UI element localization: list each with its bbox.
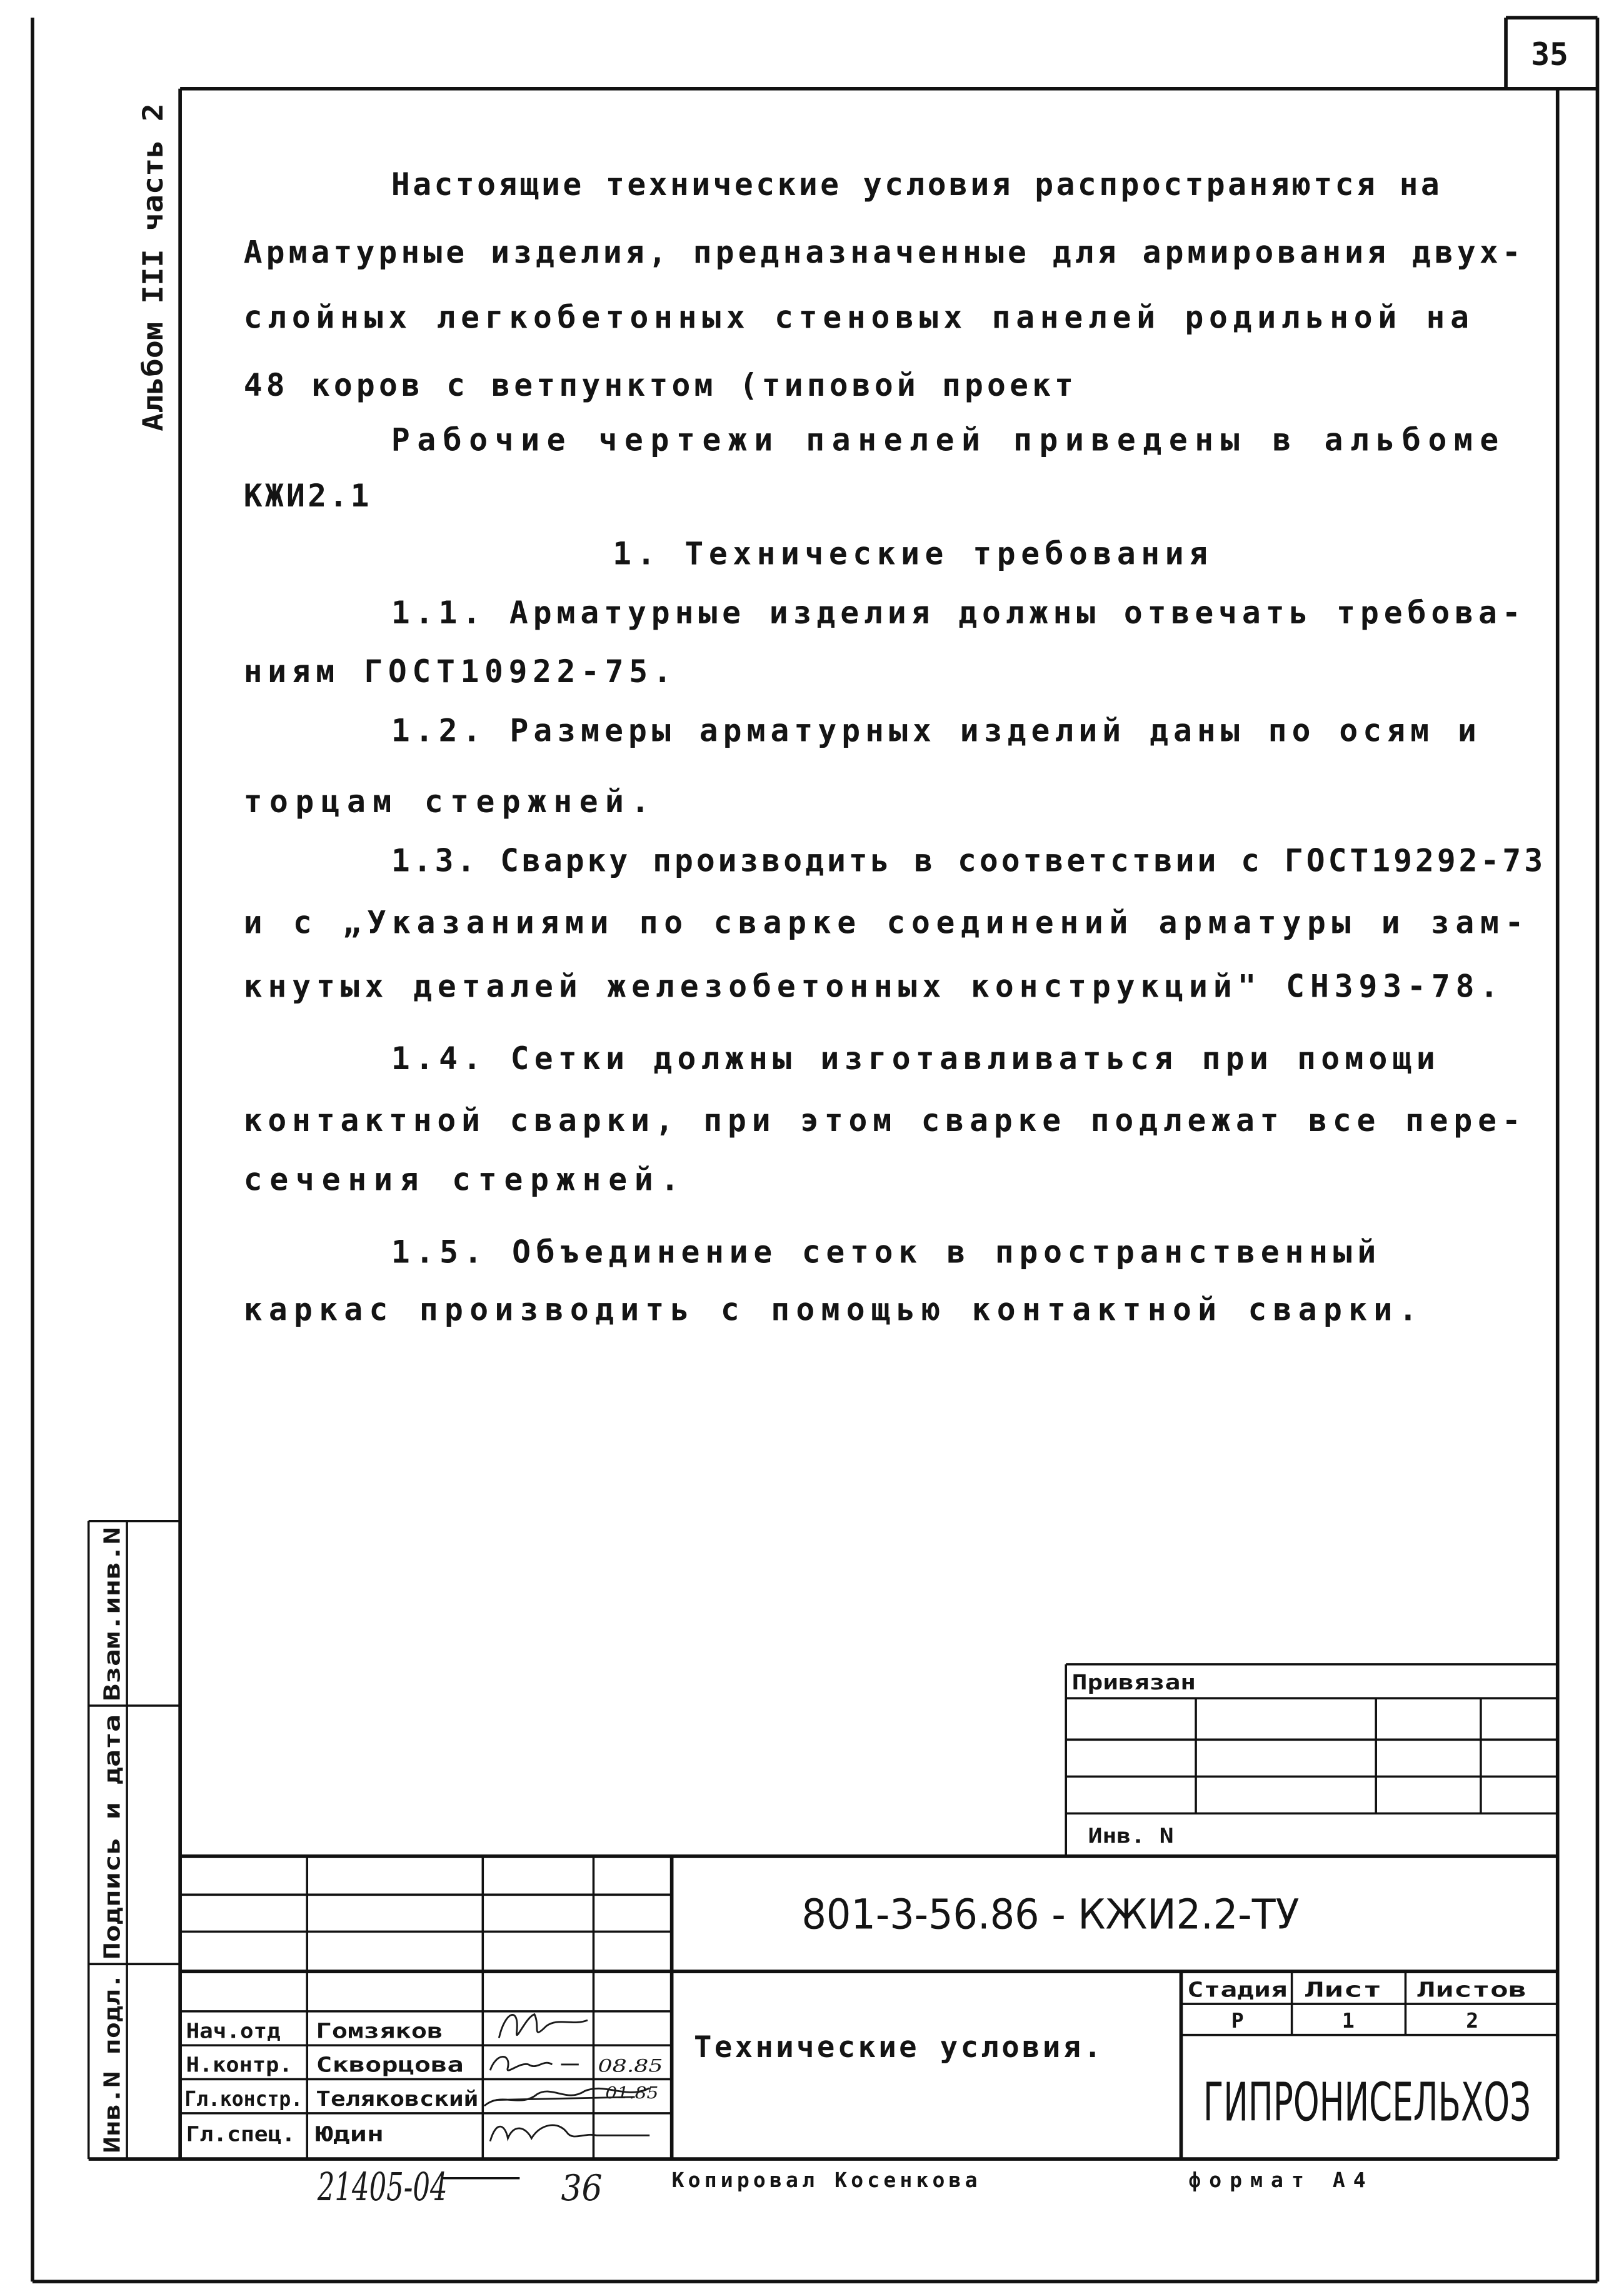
signer-name: Юдин (316, 2121, 384, 2146)
body-line: Рабочие чертежи панелей приведены в альбоме (391, 421, 1499, 458)
signatures (484, 2015, 650, 2141)
body-line: 1.3. Сварку производить в соответствии с ГОСТ19292-73 (391, 842, 1543, 879)
sheets-value: 2 (1466, 2008, 1479, 2033)
outer-border (33, 18, 1598, 2281)
body-line: сечения стержней. (243, 1161, 679, 1198)
signature-gl-spets (490, 2125, 649, 2141)
body-line: 1.5. Объединение сеток в пространственный (391, 1234, 1376, 1270)
signer-date: 01.85 (605, 2084, 659, 2103)
body-line: Настоящие технические условия распространяются на (391, 166, 1440, 203)
orig-inv-label: Инв.N подл. (99, 2006, 126, 2153)
document-designation: 801-3-56.86 - КЖИ2.2-ТУ (801, 1890, 1300, 1939)
organization-name: ГИПРОНИСЕЛЬХОЗ (1203, 2071, 1531, 2134)
sheet-value: 1 (1341, 2008, 1355, 2033)
replaced-inv-label: Взам.инв.N (99, 1567, 126, 1701)
signer-date: 08.85 (598, 2055, 663, 2076)
section-heading: 1. Технические требования (613, 535, 1208, 572)
copy-number: 36 (561, 2168, 603, 2210)
body-line: торцам стержней. (243, 783, 650, 820)
signer-name: Гомзяков (316, 2018, 443, 2043)
page-number: 35 (1531, 36, 1568, 73)
signer-name: Теляковский (316, 2086, 479, 2111)
body-line: 1.2. Размеры арматурных изделий даны по осям и (391, 712, 1476, 749)
body-line: 48 коров с ветпунктом (типовой проект (243, 367, 1074, 404)
signature-nach-otd (499, 2015, 588, 2038)
signature-n-kontr (490, 2056, 579, 2070)
album-label: Альбом III часть 2 (136, 127, 169, 431)
sheet-format: формат А4 (1188, 2167, 1366, 2192)
signer-role: Гл.констр. (184, 2086, 303, 2111)
body-line: контактной сварки, при этом сварке подлежат все пере- (243, 1102, 1521, 1139)
sheet-header: Лист (1305, 1977, 1382, 2002)
signers-table (184, 2018, 663, 2146)
body-line: каркас производить с помощью контактной сварки. (243, 1291, 1418, 1328)
body-line: и с „Указаниями по сварке соединений арматуры и зам- (243, 904, 1524, 941)
body-line: кнутых деталей железобетонных конструкций" СН393-78. (243, 968, 1499, 1005)
stage-header: Стадия (1186, 1977, 1288, 2002)
body-line: ниям ГОСТ10922-75. (243, 653, 672, 690)
archive-number: 21405-04 (317, 2165, 448, 2210)
body-line: Арматурные изделия, предназначенные для армирования двух- (243, 234, 1521, 271)
sheets-header: Листов (1417, 1977, 1527, 2002)
stage-value: Р (1231, 2008, 1244, 2033)
body-text (244, 166, 1543, 1328)
attachment-label: Привязан (1071, 1670, 1196, 1695)
body-line: 1.1. Арматурные изделия должны отвечать требова- (391, 594, 1521, 631)
body-line: КЖИ2.1 (243, 478, 369, 515)
copied-by: Копировал Косенкова (671, 2167, 978, 2192)
body-line: 1.4. Сетки должны изготавливаться при помощи (391, 1040, 1435, 1077)
attachment-inv-label: Инв. N (1088, 1823, 1174, 1848)
signer-name: Скворцова (316, 2052, 464, 2077)
signature-date-label: Подпись и дата (99, 1773, 126, 1960)
body-line: слойных легкобетонных стеновых панелей родильной на (243, 299, 1470, 336)
signer-role: Гл.спец. (186, 2121, 296, 2146)
signer-role: Нач.отд (186, 2018, 281, 2043)
signer-role: Н.контр. (186, 2052, 293, 2077)
document-title: Технические условия. (694, 2030, 1101, 2065)
